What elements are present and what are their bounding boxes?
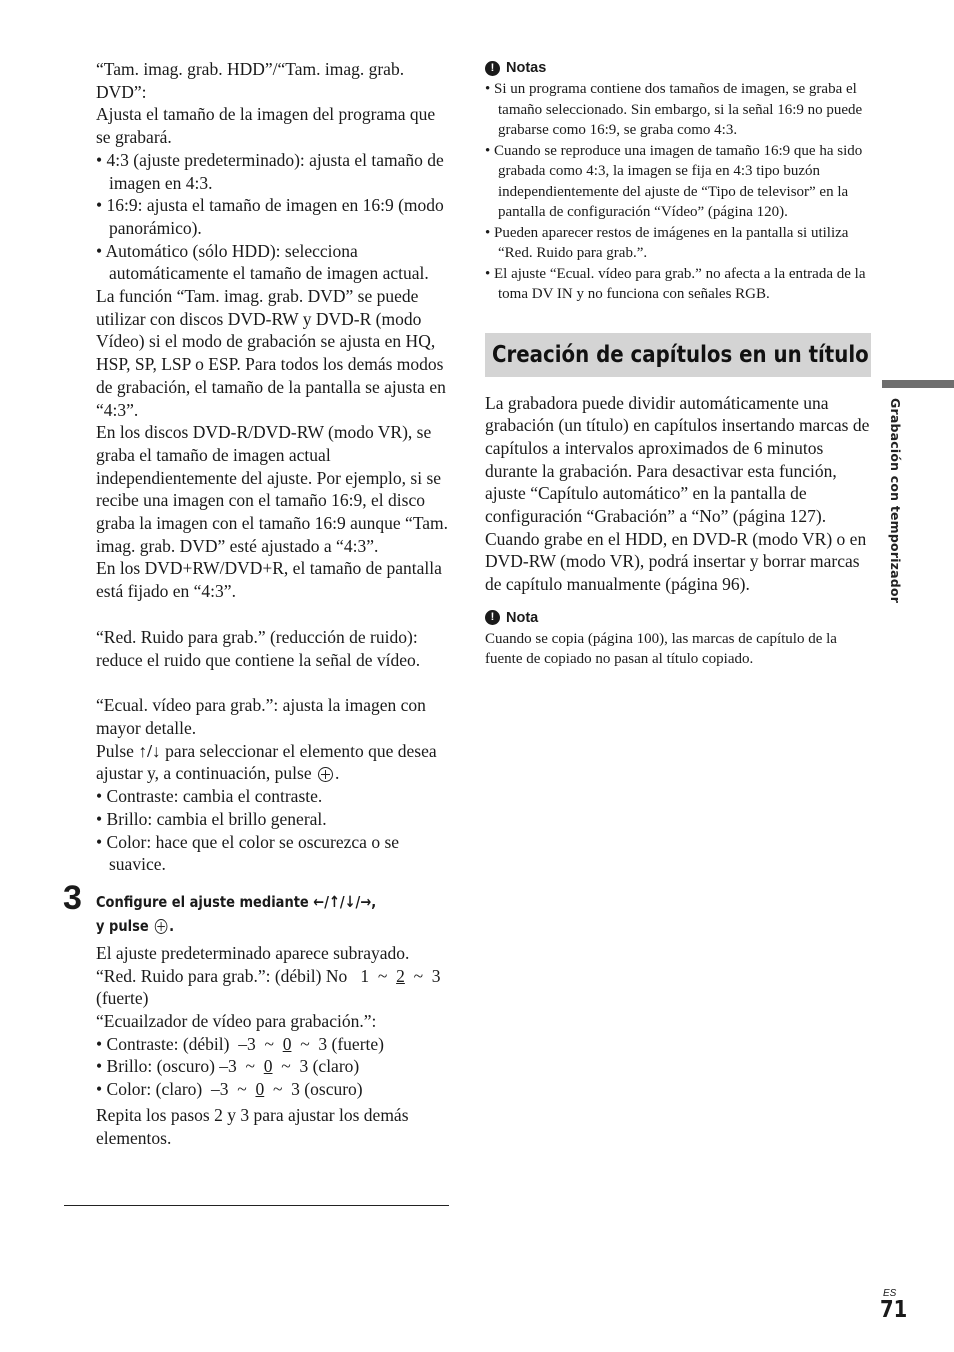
- note-title: Nota: [506, 609, 539, 626]
- text-run: ~ 3 (fuerte): [291, 1033, 384, 1054]
- section-header: [485, 333, 871, 377]
- notes-title: Notas: [506, 60, 547, 76]
- text-run: .: [169, 916, 175, 935]
- text-run: Pulse: [96, 740, 139, 761]
- paragraph: “Ecuailzador de vídeo para grabación.”:: [96, 1011, 377, 1032]
- noise-reduction-range: [96, 965, 452, 1010]
- default-value: 0: [263, 1056, 273, 1077]
- notes-list: [485, 79, 871, 305]
- note-icon: !: [485, 61, 500, 76]
- left-column: [63, 58, 452, 1149]
- page-number: 71: [880, 1297, 908, 1323]
- up-down-arrows-icon: ↑/↓: [138, 740, 161, 761]
- divider-rule: [64, 1205, 449, 1206]
- default-value: 0: [282, 1033, 292, 1054]
- language-code: ES: [883, 1288, 897, 1299]
- text-run: Color: (claro) –3 ~: [106, 1079, 256, 1100]
- enter-button-icon: [318, 767, 333, 782]
- bullet-item: • 16:9: ajusta el tamaño de imagen en 16:9 (modo panorámico).: [96, 194, 452, 239]
- bullet-item: • Contraste: cambia el contraste.: [96, 785, 452, 808]
- text-run: ~ 3 (oscuro): [264, 1079, 363, 1100]
- paragraph: “Ecual. vídeo para grab.”: ajusta la imagen con mayor detalle.: [96, 695, 426, 738]
- note-heading: [485, 608, 871, 628]
- step-heading-line-1: Configure el ajuste mediante ←/↑/↓/→,: [96, 892, 377, 911]
- note-item: • Cuando se reproduce una imagen de tamaño 16:9 que ha sido grabada como 4:3, la imagen se fija en 4:3 tipo buzón independientemente del ajuste de “Tipo de televisor” en la pantalla de configuración “Vídeo” (página 120).: [485, 141, 871, 223]
- text-run: para seleccionar el elemento que desea ajustar y, a continuación, pulse: [96, 740, 437, 784]
- paragraph: La función “Tam. imag. grab. DVD” se puede utilizar con discos DVD-RW y DVD-R (modo Vídeo) si el modo de grabación se ajusta en HQ, HSP, SP, LSP o ESP. Para todos los demás modos de grabación, el tamaño de la pantalla se ajusta en “4:3”.: [96, 286, 446, 420]
- bullet-item: • Brillo: cambia el brillo general.: [96, 808, 452, 831]
- setting-heading: “Tam. imag. grab. HDD”/“Tam. imag. grab. DVD”:: [96, 59, 405, 102]
- bullet-item: • Automático (sólo HDD): selecciona automáticamente el tamaño de imagen actual.: [96, 240, 452, 285]
- default-value: 2: [396, 965, 405, 986]
- contrast-range: [96, 1033, 452, 1056]
- paragraph: El ajuste predeterminado aparece subrayado.: [96, 942, 410, 963]
- chapter-tab-marker: [882, 380, 954, 388]
- paragraph: “Red. Ruido para grab.” (reducción de ruido): reduce el ruido que contiene la señal de vídeo.: [96, 626, 421, 670]
- paragraph: En los discos DVD-R/DVD-RW (modo VR), se graba el tamaño de imagen actual independientemente del ajuste. Por ejemplo, si se recibe una imagen con el tamaño 16:9, el disco graba la imagen con el tamaño 16:9 aunque “Tam. imag. grab. DVD” esté ajustado a “4:3”.: [96, 422, 449, 556]
- text-run: ~ 3 (fuerte): [96, 965, 445, 1009]
- note-block: [485, 608, 871, 670]
- step-body: [96, 942, 452, 1149]
- text-run: Brillo: (oscuro) –3 ~: [106, 1056, 264, 1077]
- section-body: [485, 392, 871, 596]
- color-range: [96, 1078, 452, 1101]
- note-item: • Pueden aparecer restos de imágenes en la pantalla si utiliza “Red. Ruido para grab.”.: [485, 223, 871, 264]
- paragraph: [96, 740, 452, 785]
- right-column: [485, 58, 871, 670]
- note-item: • Si un programa contiene dos tamaños de imagen, se graba el tamaño seleccionado. Sin embargo, si la señal 16:9 no puede grabarse como 16:9, se graba como 4:3.: [485, 79, 871, 141]
- step-3: [63, 878, 452, 1149]
- chapter-side-label: Grabación con temporizador: [888, 398, 903, 604]
- paragraph: Cuando grabe en el HDD, en DVD-R (modo VR) o en DVD-RW (modo VR), podrá insertar y borrar marcas de capítulo manualmente (página 96).: [485, 528, 867, 595]
- default-value: 0: [255, 1079, 265, 1100]
- text-run: .: [334, 763, 340, 784]
- bullet-item: • Color: hace que el color se oscurezca o se suavice.: [96, 831, 452, 876]
- section-title: Creación de capítulos en un título: [492, 341, 869, 368]
- text-run: y pulse: [96, 916, 154, 935]
- note-item: • El ajuste “Ecual. vídeo para grab.” no afecta a la entrada de la toma DV IN y no funciona con señales RGB.: [485, 264, 871, 305]
- paragraph: Ajusta el tamaño de la imagen del programa que se grabará.: [96, 104, 436, 148]
- note-text: Cuando se copia (página 100), las marcas de capítulo de la fuente de copiado no pasan al título copiado.: [485, 630, 837, 668]
- paragraph: Repita los pasos 2 y 3 para ajustar los demás elementos.: [96, 1104, 409, 1148]
- text-run: Contraste: (débil) –3 ~: [106, 1033, 283, 1054]
- paragraph: La grabadora puede dividir automáticamente una grabación (un título) en capítulos insertando marcas de capítulos a intervalos aproximados de 6 minutos durante la grabación. Para desactivar esta función, ajuste “Capítulo automático” en la pantalla de configuración “Grabación” a “No” (página 127).: [485, 392, 870, 527]
- text-run: ~ 3 (claro): [272, 1056, 360, 1077]
- brightness-range: [96, 1055, 452, 1078]
- enter-button-icon: [155, 919, 168, 934]
- paragraph: En los DVD+RW/DVD+R, el tamaño de pantalla está fijado en “4:3”.: [96, 558, 442, 602]
- step-heading-line-2: [96, 914, 395, 938]
- bullet-item: • 4:3 (ajuste predeterminado): ajusta el tamaño de imagen en 4:3.: [96, 149, 452, 194]
- step-number: 3: [63, 878, 82, 917]
- text-run: “Red. Ruido para grab.”: (débil) No 1 ~: [96, 965, 397, 986]
- notes-heading: [485, 58, 871, 78]
- note-icon: !: [485, 610, 500, 625]
